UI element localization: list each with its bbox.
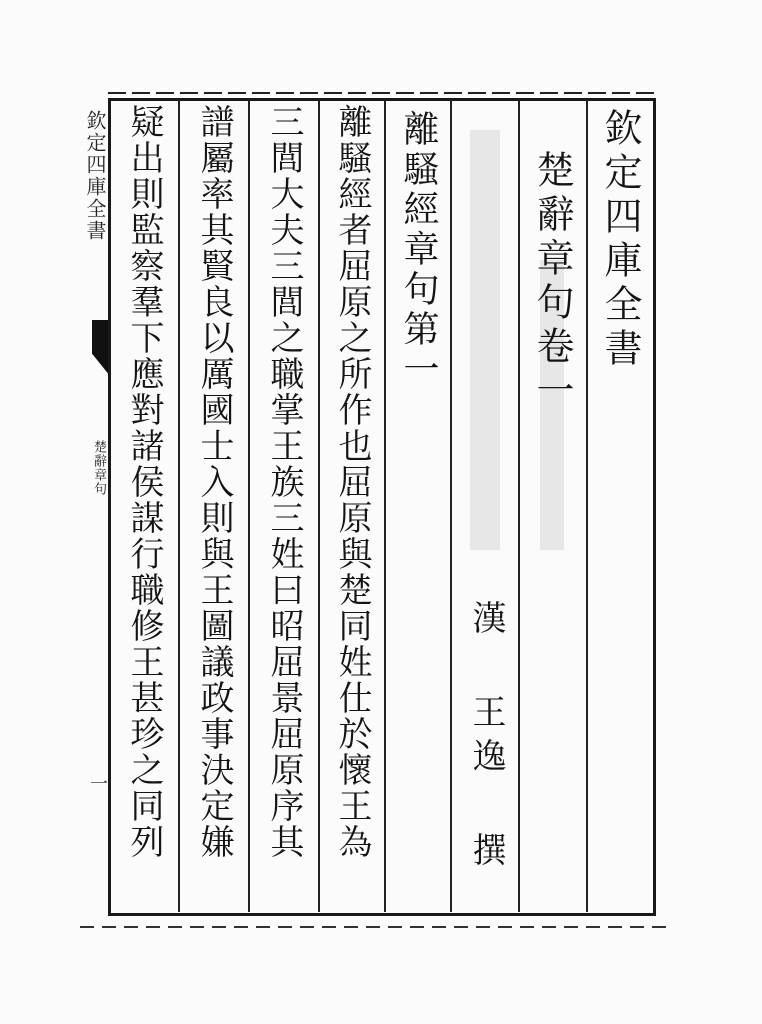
top-rule [108,92,656,94]
edge-folio-number: 一 [90,774,108,795]
column-divider [248,100,250,912]
bottom-rule [80,926,670,928]
column-divider [178,100,180,912]
volume-title: 楚辭章句卷一 [530,150,574,414]
body-line-1: 離騷經者屈原之所作也屈原與楚同姓仕於懷王為 [332,104,372,860]
column-divider [318,100,320,912]
chapter-title: 離騷經章句第一 [398,110,439,390]
body-line-3: 譜屬率其賢良以厲國士入則與王圖議政事決定嫌 [194,104,234,860]
column-divider [586,100,588,912]
collection-title: 欽定四庫全書 [598,108,642,372]
author-line: 漢 王逸 撰 [466,600,506,876]
edge-collection-title: 欽定四庫全書 [83,110,107,242]
column-divider [518,100,520,912]
edge-book-title: 楚辭章句 [91,440,106,496]
paper-texture [470,130,500,550]
body-line-2: 三閭大夫三閭之職掌王族三姓曰昭屈景屈原序其 [264,104,304,860]
body-line-4: 疑出則監察羣下應對諸侯謀行職修王甚珍之同列 [124,104,164,860]
column-divider [384,100,386,912]
column-divider [450,100,452,912]
